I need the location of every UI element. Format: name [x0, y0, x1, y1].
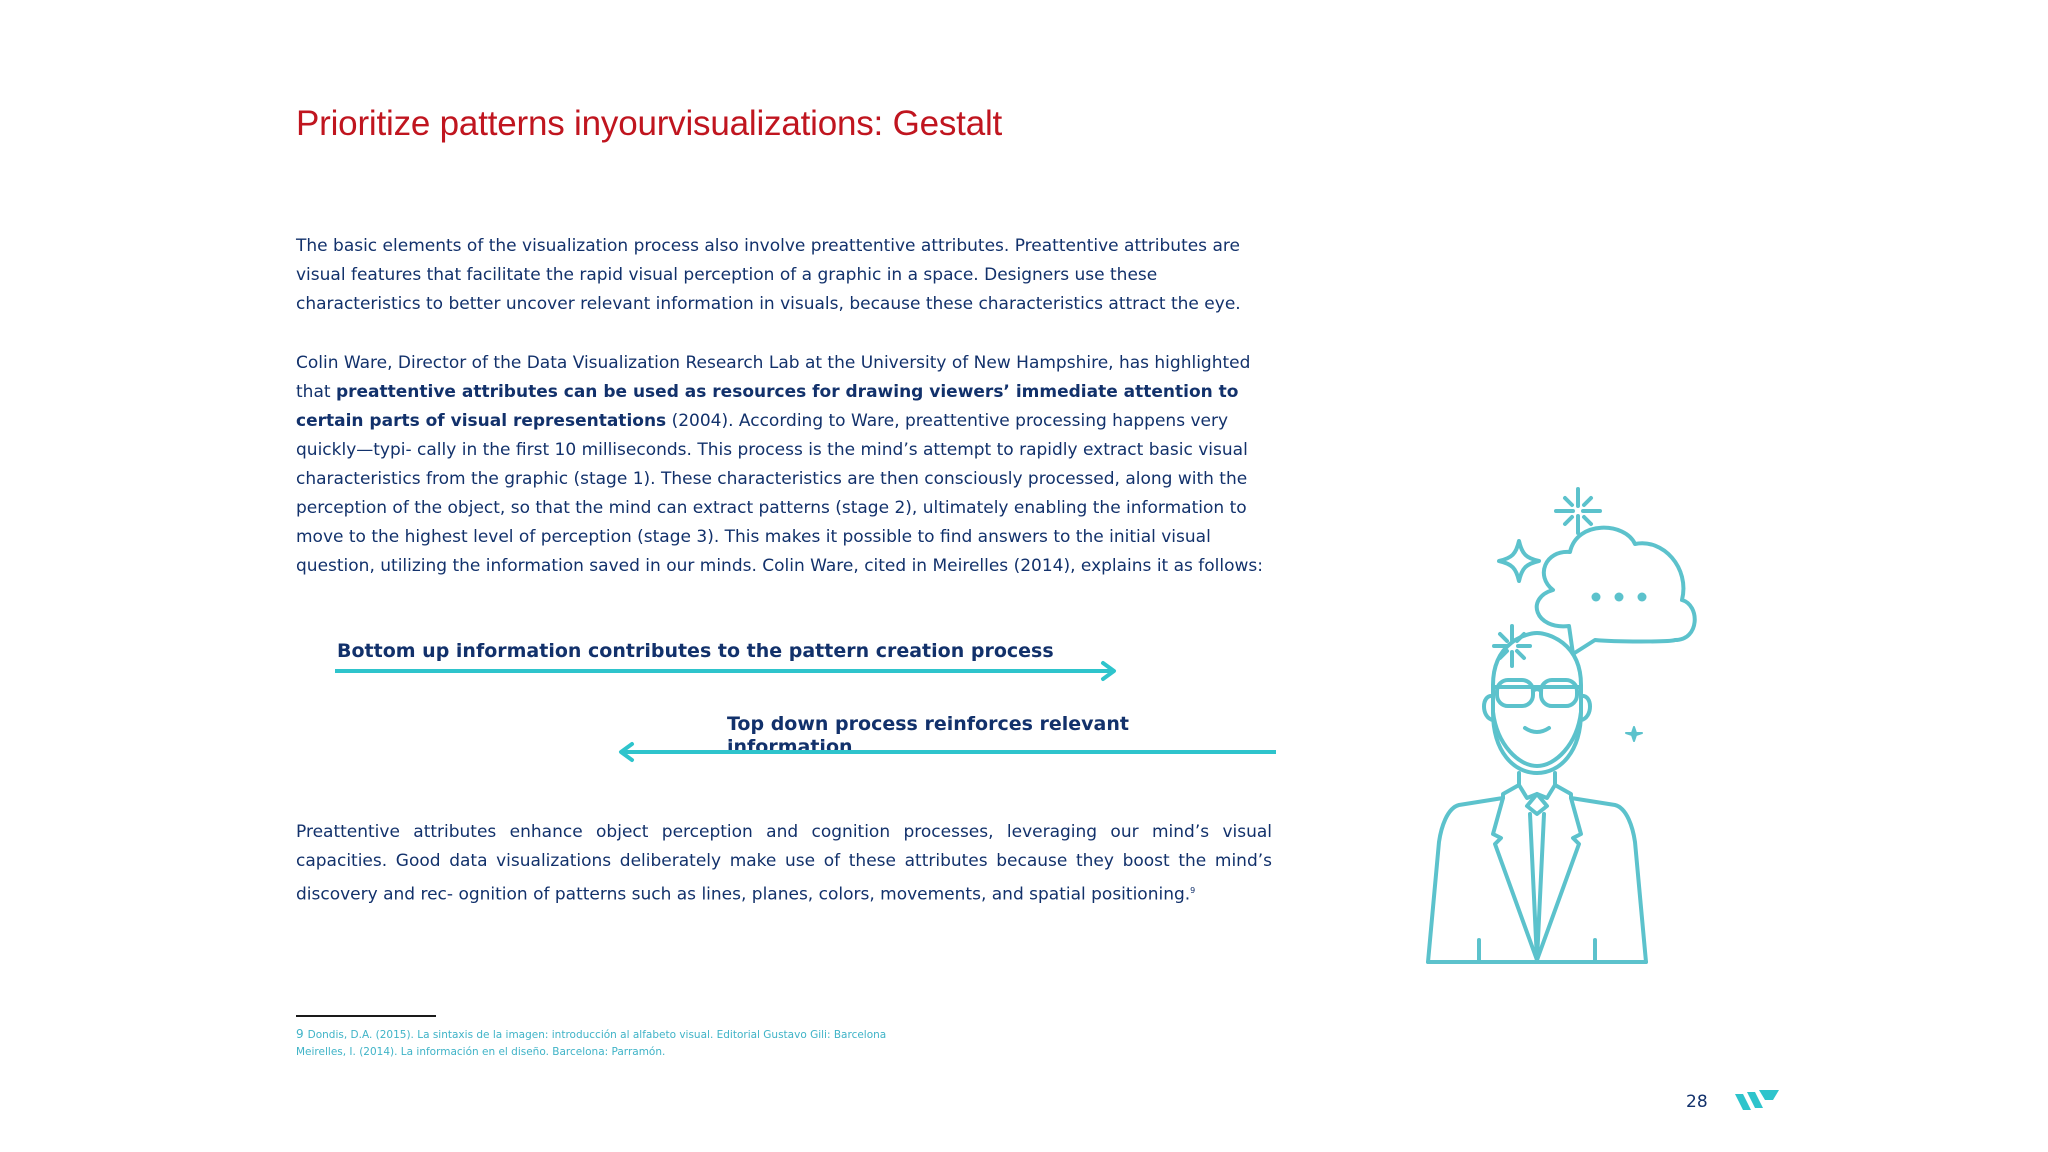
ware-paragraph-rest: (2004). According to Ware, preattentive processing happens very quickly—typi- cally in the first 10 milliseconds. This process is the mind’s attempt to rapidly extract basic visual characteristics from the graphic (stage 1). These characteristics are then consciously processed, along with the perception of the object, so that the mind can extract patterns (stage 2), ultimately enabling the information to move to the highest level of perception (stage 3). This makes it possible to find answers to the initial visual question, utilizing the information saved in our minds. Colin Ware, cited in Meirelles (2014), explains it as follows: [296, 411, 1264, 576]
footnote-number: 9 [296, 1027, 304, 1041]
page-title: Prioritize patterns inyourvisualizations: Gestalt [296, 104, 1003, 143]
ware-paragraph [296, 349, 1276, 581]
brand-logo-icon [1733, 1088, 1781, 1112]
preattentive-paragraph-text: Preattentive attributes enhance object perception and cognition processes, leveraging our mind’s visual capacities. Good data visualizations deliberately make use of these attributes because they boost the mind’s discovery and rec- ognition of patterns such as lines, planes, colors, movements, and spatial positioning. [296, 822, 1272, 905]
sparkle-icon [1556, 489, 1600, 533]
man-icon [1428, 633, 1646, 962]
top-down-label: Top down process reinforces relevant information [727, 713, 1129, 758]
ware-paragraph-highlight: preattentive attributes can be used as resources for drawing viewers’ immediate attention to certain parts of visual representations [296, 382, 1239, 431]
right-arrow-icon [333, 660, 1123, 682]
preattentive-paragraph [296, 818, 1272, 910]
footnote-divider [296, 1015, 436, 1017]
left-arrow-icon [614, 741, 1280, 763]
ware-paragraph-intro: Colin Ware, Director of the Data Visualization Research Lab at the University of New Hampshire, has highlighted that [296, 353, 1251, 402]
footnote-text: Dondis, D.A. (2015). La sintaxis de la imagen: introducción al alfabeto visual. Editorial Gustavo Gili: Barcelona Meirelles, I. (2014). La información en el diseño. Barcelona: Parramón. [296, 1029, 887, 1058]
thinking-man-icon [1385, 480, 1745, 1030]
intro-paragraph: The basic elements of the visualization process also involve preattentive attributes. Preattentive attributes are visual features that facilitate the rapid visual perception of a graphic in a space. Designers use these characteristics to better uncover relevant information in visuals, because these characteristics attract the eye. [296, 236, 1241, 314]
bottom-up-label: Bottom up information contributes to the pattern creation process [337, 640, 1054, 662]
footnote-marker: 9 [1190, 886, 1196, 895]
page-number: 28 [1686, 1092, 1708, 1112]
thought-cloud-icon [1537, 528, 1695, 654]
star-icon [1499, 541, 1539, 581]
small-star-icon [1626, 727, 1642, 741]
footnote [296, 1026, 916, 1061]
